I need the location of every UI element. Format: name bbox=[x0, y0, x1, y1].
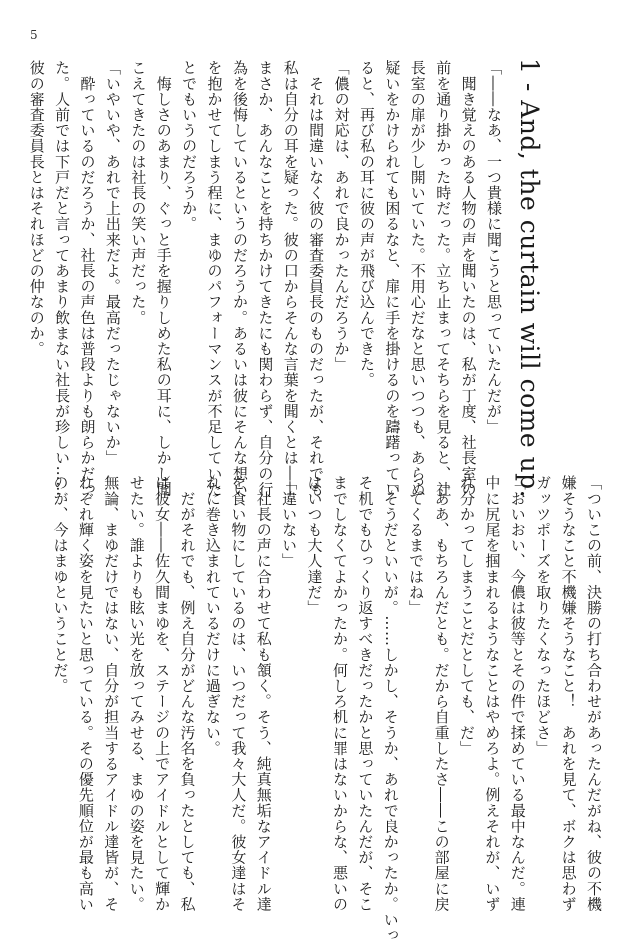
text-line: 前を通り掛かった時だった。立ち止まってそちらを見ると、社 bbox=[434, 60, 453, 497]
text-line: だがそれでも、例え自分がどんな汚名を負ったとしても、私 bbox=[178, 475, 197, 912]
text-line: ってくるまではね」 bbox=[407, 475, 426, 616]
text-line: 「違いない」 bbox=[280, 475, 299, 569]
text-line: れ分かってしまうことだとしても、だ」 bbox=[457, 475, 476, 756]
page-number: 5 bbox=[30, 28, 38, 42]
text-line: こえてきたのは社長の笑い声だった。 bbox=[129, 60, 148, 326]
body-text-lower bbox=[36, 475, 606, 943]
text-line: 「いやいや、あれで上出来だよ。最高だったじゃないか」 bbox=[103, 60, 122, 466]
text-line: 「――なあ、一つ貴様に聞こうと思っていたんだが」 bbox=[485, 60, 503, 435]
body-text-upper bbox=[27, 60, 506, 497]
text-line: 「ああ、もちろんだとも。だから自重したさ――この部屋に戻 bbox=[432, 475, 451, 912]
text-line: 長室の扉が少し開いていた。不用心だなと思いつつも、あらぬ bbox=[408, 60, 427, 497]
text-line: を抱かせてしまう程に、まゆのパフォーマンスが不足していた bbox=[205, 60, 224, 497]
text-line: 嫌そうなこと不機嫌そうなこと！ あれを見て、ボクは思わず bbox=[559, 475, 578, 912]
text-line: はいつも大人達だ」 bbox=[305, 475, 324, 616]
text-line: 私は自分の耳を疑った。彼の口からそんな言葉を聞くとは―― bbox=[281, 60, 300, 497]
text-line: 「おいおい、今儂は彼等とその件で揉めている最中なんだ。連 bbox=[508, 475, 527, 912]
text-line: そ机でもひっくり返すべきだったかと思っていたんだが、そこ bbox=[356, 475, 375, 912]
text-line: 彼の審査委員長とはそれほどの仲なのか。 bbox=[27, 60, 46, 357]
text-line: 悔しさのあまり、ぐっと手を握りしめた私の耳に、しかし聞 bbox=[154, 60, 173, 497]
text-line: とでもいうのだろうか。 bbox=[180, 60, 199, 232]
text-line: までしなくてよかったか。何しろ机に罪はないからな、悪いの bbox=[330, 475, 349, 912]
text-line: のが、今はまゆということだ。 bbox=[51, 475, 70, 694]
chapter-title: 1 - And, the curtain will come up. bbox=[515, 58, 544, 499]
text-line: れぞれ輝く姿を見たいと思っている。その優先順位が最も高い bbox=[76, 475, 95, 912]
text-line: ると、再び私の耳に彼の声が飛び込んできた。 bbox=[357, 60, 376, 388]
text-line: まさか、あんなことを持ちかけてきたにも関わらず、自分の行 bbox=[256, 60, 275, 497]
text-line: 「ついこの前、決勝の打ち合わせがあったんだがね、彼の不機 bbox=[585, 475, 603, 912]
text-line: ガッツポーズを取りたくなったほどさ」 bbox=[534, 475, 553, 756]
text-line: た。人前では下戸だと言ってあまり飲まない社長が珍しい…… bbox=[53, 60, 72, 497]
text-line: 社長の声に合わせて私も頷く。そう、純真無垢なアイドル達 bbox=[254, 475, 273, 912]
text-line: 「そうだといいが。……しかし、そうか、あれで良かったか。いっ bbox=[381, 475, 400, 943]
text-line: は彼女――佐久間まゆを、ステージの上でアイドルとして輝か bbox=[153, 475, 172, 912]
text-line: せたい。誰よりも眩い光を放ってみせる、まゆの姿を見たい。 bbox=[127, 475, 146, 912]
text-line: 「儂の対応は、あれで良かったんだろうか」 bbox=[332, 60, 351, 372]
text-line: を食い物にしているのは、いつだって我々大人だ。彼女達はそ bbox=[229, 475, 248, 912]
text-line: 聞き覚えのある人物の声を聞いたのは、私が丁度、社長室の bbox=[459, 60, 478, 497]
text-line: 無論、まゆだけではない、自分が担当するアイドル達皆が、そ bbox=[102, 475, 121, 912]
text-line: れに巻き込まれているだけに過ぎない。 bbox=[203, 475, 222, 756]
text-line: それは間違いなく彼の審査委員長のものだったが、それでも bbox=[307, 60, 326, 497]
text-line: 疑いをかけられても困るなと、扉に手を掛けるのを躊躇ってい bbox=[383, 60, 402, 497]
text-line: 為を後悔しているというのだろうか。あるいは彼にそんな想い bbox=[230, 60, 249, 497]
text-line: 酔っているのだろうか、社長の声色は普段よりも朗らかだっ bbox=[78, 60, 97, 497]
text-line: 中に尻尾を掴まれるようなことはやめろよ。例えそれが、いず bbox=[483, 475, 502, 912]
